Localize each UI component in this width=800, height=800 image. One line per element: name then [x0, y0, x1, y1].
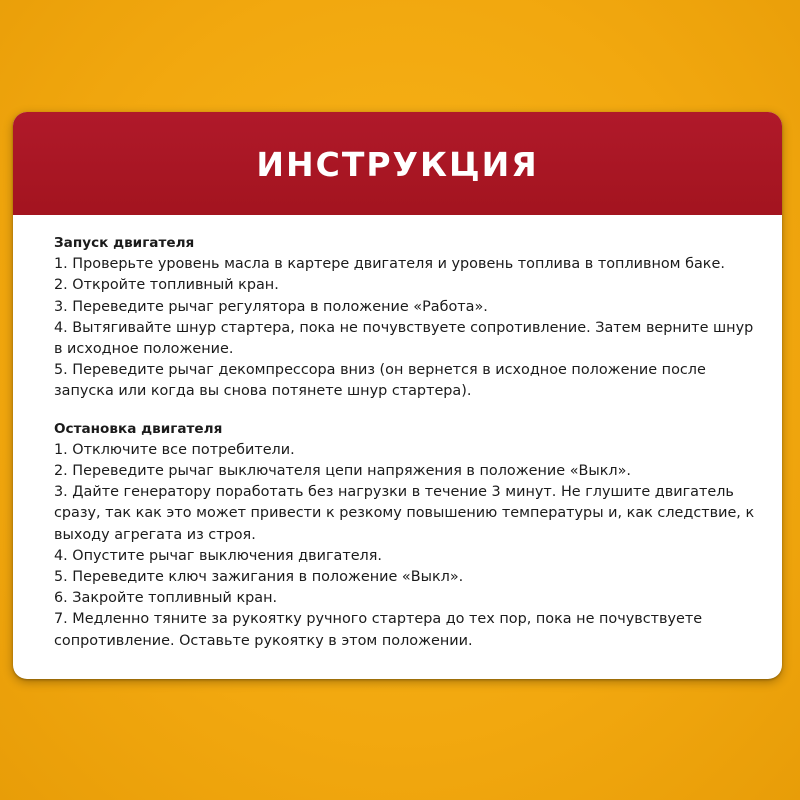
list-item: 7. Медленно тяните за рукоятку ручного стартера до тех пор, пока не почувствуете сопротивление. Оставьте рукоятку в этом положении.	[54, 611, 703, 649]
section-title: Остановка двигателя	[54, 420, 223, 437]
list-item: 4. Опустите рычаг выключения двигателя.	[54, 547, 382, 564]
section-title: Запуск двигателя	[54, 235, 195, 251]
list-item: 2. Переведите рычаг выключателя цепи напряжения в положение «Выкл».	[54, 463, 632, 480]
list-item: 4. Вытягивайте шнур стартера, пока не почувствуете сопротивление. Затем верните шнур в исходное положение.	[54, 319, 754, 358]
list-item: 3. Дайте генератору поработать без нагрузки в течение 3 минут. Не глушите двигатель сразу, так как это может привести к резкому повышению температуры и, как следствие, к выходу агрегата из строя.	[54, 484, 755, 543]
instruction-card	[13, 112, 782, 679]
list-item: 2. Откройте топливный кран.	[54, 277, 279, 294]
card-title: ИНСТРУКЦИЯ	[256, 145, 539, 184]
card-body	[13, 215, 782, 652]
list-item: 5. Переведите рычаг декомпрессора вниз (он вернется в исходное положение после запуска или когда вы снова потянете шнур стартера).	[54, 362, 706, 400]
list-item: 1. Проверьте уровень масла в картере двигателя и уровень топлива в топливном баке.	[54, 256, 725, 273]
section-engine-start	[54, 233, 762, 403]
list-item: 6. Закройте топливный кран.	[54, 590, 278, 607]
list-item: 5. Переведите ключ зажигания в положение «Выкл».	[54, 569, 464, 586]
list-item: 1. Отключите все потребители.	[54, 441, 295, 458]
section-engine-stop	[54, 419, 762, 652]
list-item: 3. Переведите рычаг регулятора в положение «Работа».	[54, 298, 488, 315]
card-header	[13, 112, 782, 215]
